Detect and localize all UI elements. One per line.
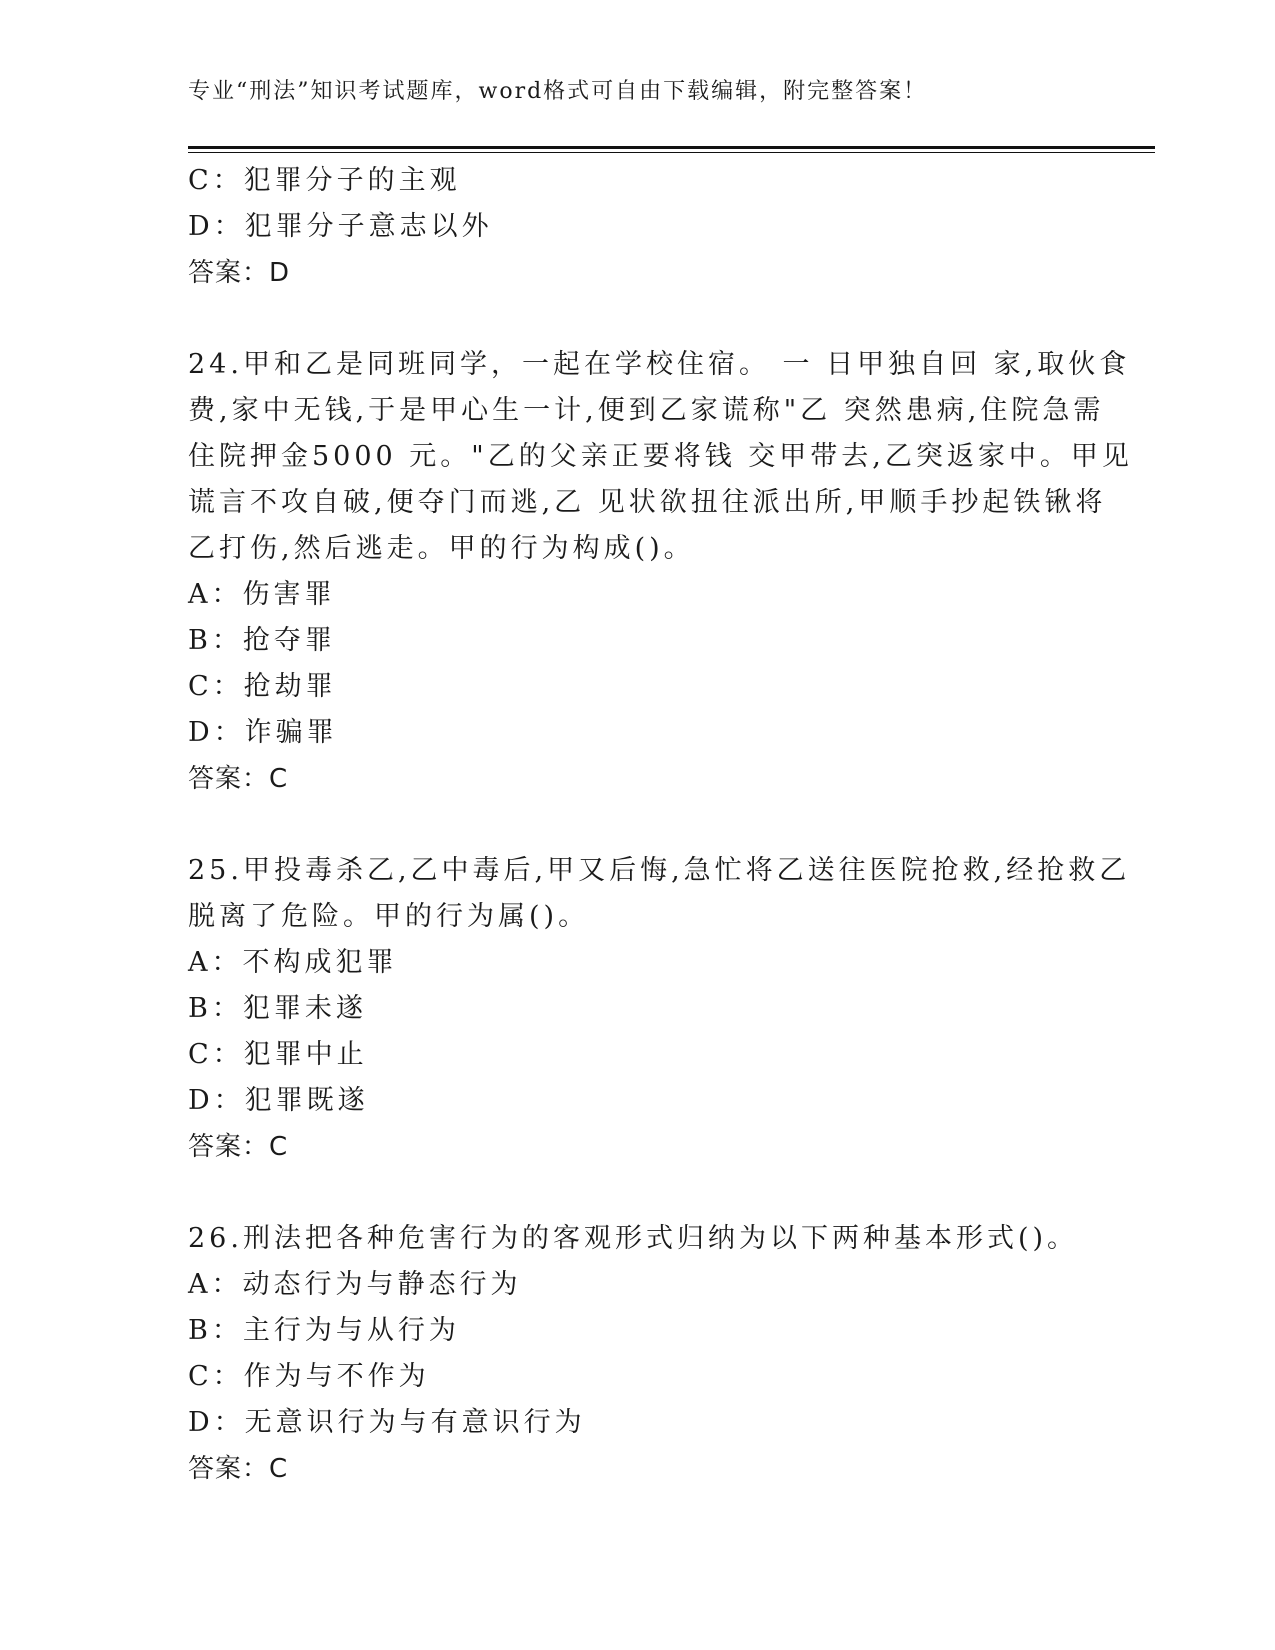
question-text-line: 26.刑法把各种危害行为的客观形式归纳为以下两种基本形式()。 — [188, 1223, 1079, 1254]
spacer — [188, 296, 1088, 342]
option-a: A：不构成犯罪 — [188, 947, 398, 978]
answer-line: 答案：D — [188, 258, 291, 288]
question-content — [188, 158, 1133, 1492]
question-text-line: 24.甲和乙是同班同学，一起在学校住宿。 一 日甲独自回 家,取伙食 — [188, 349, 1131, 380]
spacer — [188, 802, 1088, 848]
question-24 — [188, 342, 1133, 802]
option-d: D：诈骗罪 — [188, 717, 338, 748]
page-header: 专业“刑法”知识考试题库，word格式可自由下载编辑，附完整答案！ — [188, 79, 928, 104]
question-26 — [188, 1216, 1088, 1492]
spacer — [188, 1170, 1088, 1216]
option-a: A：动态行为与静态行为 — [188, 1269, 522, 1300]
option-b: B：犯罪未遂 — [188, 993, 367, 1024]
option-c: C：作为与不作为 — [188, 1361, 430, 1392]
question-text-line: 脱离了危险。甲的行为属()。 — [188, 901, 590, 932]
question-25 — [188, 848, 1131, 1170]
question-text-line: 谎言不攻自破,便夺门而逃,乙 见状欲扭往派出所,甲顺手抄起铁锹将 — [188, 487, 1107, 518]
header-rule-thick — [188, 146, 1155, 149]
option-d: D：犯罪分子意志以外 — [188, 211, 493, 242]
option-c: C：犯罪中止 — [188, 1039, 368, 1070]
option-c: C：犯罪分子的主观 — [188, 165, 461, 196]
answer-line: 答案：C — [188, 1454, 289, 1484]
option-a: A：伤害罪 — [188, 579, 336, 610]
answer-line: 答案：C — [188, 764, 289, 794]
option-d: D：无意识行为与有意识行为 — [188, 1407, 586, 1438]
question-text-line: 乙打伤,然后逃走。甲的行为构成()。 — [188, 533, 695, 564]
option-c: C：抢劫罪 — [188, 671, 337, 702]
question-text-line: 25.甲投毒杀乙,乙中毒后,甲又后悔,急忙将乙送往医院抢救,经抢救乙 — [188, 855, 1131, 886]
option-b: B：主行为与从行为 — [188, 1315, 460, 1346]
previous-question-fragment — [188, 158, 1088, 296]
question-text-line: 费,家中无钱,于是甲心生一计,便到乙家谎称"乙 突然患病,住院急需 — [188, 395, 1105, 426]
question-text-line: 住院押金5000 元。"乙的父亲正要将钱 交甲带去,乙突返家中。甲见 — [188, 441, 1133, 472]
header-rule-thin — [188, 152, 1155, 153]
option-d: D：犯罪既遂 — [188, 1085, 369, 1116]
option-b: B：抢夺罪 — [188, 625, 336, 656]
answer-line: 答案：C — [188, 1132, 289, 1162]
